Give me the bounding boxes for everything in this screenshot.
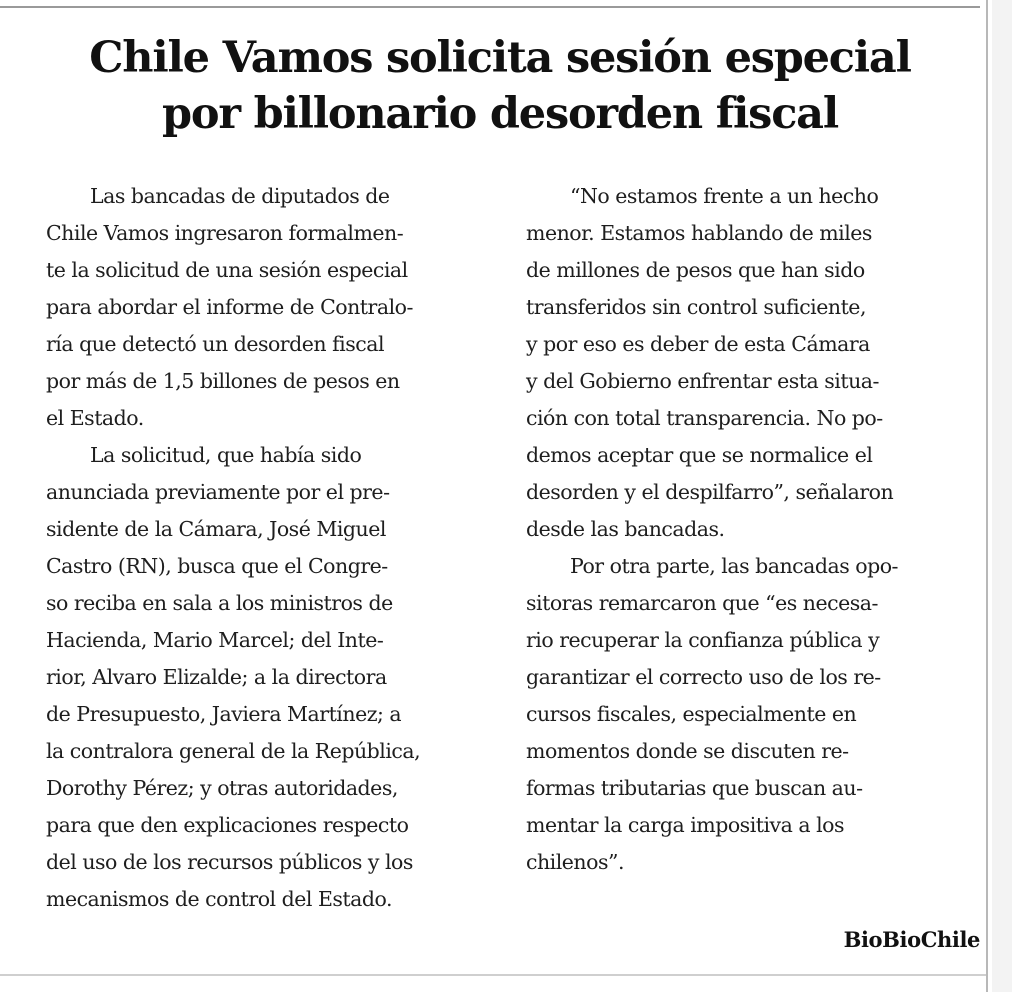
paragraph-line: te la solicitud de una sesión especial: [46, 258, 408, 282]
paragraph-line: de millones de pesos que han sido: [526, 258, 865, 282]
headline: [30, 30, 970, 142]
paragraph-line: Dorothy Pérez; y otras autoridades,: [46, 776, 398, 800]
paragraph-line: sidente de la Cámara, José Miguel: [46, 517, 386, 541]
paragraph-line: Las bancadas de diputados de: [90, 184, 390, 208]
paragraph-line: Hacienda, Mario Marcel; del Inte-: [46, 628, 384, 652]
paragraph-line: sitoras remarcaron que “es necesa-: [526, 591, 878, 615]
paragraph-line: anunciada previamente por el pre-: [46, 480, 390, 504]
paragraph-line: La solicitud, que había sido: [90, 443, 362, 467]
paragraph-line: Chile Vamos ingresaron formalmen-: [46, 221, 404, 245]
headline-line: Chile Vamos solicita sesión especial: [89, 33, 911, 83]
paragraph-line: rior, Alvaro Elizalde; a la directora: [46, 665, 387, 689]
paragraph-line: y por eso es deber de esta Cámara: [526, 332, 870, 356]
paragraph-line: ría que detectó un desorden fiscal: [46, 332, 385, 356]
paragraph-line: so reciba en sala a los ministros de: [46, 591, 393, 615]
paragraph-line: Castro (RN), busca que el Congre-: [46, 554, 388, 578]
paragraph-line: desde las bancadas.: [526, 517, 725, 541]
body-column-right: [526, 178, 984, 881]
paragraph-line: momentos donde se discuten re-: [526, 739, 849, 763]
paragraph-line: rio recuperar la confianza pública y: [526, 628, 880, 652]
paragraph-line: cursos fiscales, especialmente en: [526, 702, 857, 726]
paragraph-line: formas tributarias que buscan au-: [526, 776, 863, 800]
paragraph-line: mentar la carga impositiva a los: [526, 813, 845, 837]
paragraph-line: el Estado.: [46, 406, 144, 430]
paragraph-line: demos aceptar que se normalice el: [526, 443, 873, 467]
paragraph-line: transferidos sin control suficiente,: [526, 295, 866, 319]
paragraph-line: desorden y el despilfarro”, señalaron: [526, 480, 894, 504]
bottom-divider: [0, 974, 986, 976]
paragraph-line: para que den explicaciones respecto: [46, 813, 409, 837]
paragraph-line: y del Gobierno enfrentar esta situa-: [526, 369, 879, 393]
top-divider: [0, 6, 980, 8]
paragraph-line: garantizar el correcto uso de los re-: [526, 665, 881, 689]
paragraph-line: por más de 1,5 billones de pesos en: [46, 369, 400, 393]
paragraph-line: “No estamos frente a un hecho: [570, 184, 879, 208]
source-credit: BioBioChile: [843, 927, 980, 952]
body-column-left: [46, 178, 496, 918]
paragraph-line: chilenos”.: [526, 850, 624, 874]
paragraph-line: menor. Estamos hablando de miles: [526, 221, 872, 245]
paragraph-line: la contralora general de la República,: [46, 739, 421, 763]
headline-line: por billonario desorden fiscal: [162, 89, 838, 139]
paragraph-line: Por otra parte, las bancadas opo-: [570, 554, 898, 578]
right-divider: [986, 0, 988, 992]
paragraph-line: ción con total transparencia. No po-: [526, 406, 883, 430]
adjacent-page-edge: [992, 0, 1012, 992]
paragraph-line: del uso de los recursos públicos y los: [46, 850, 413, 874]
paragraph-line: mecanismos de control del Estado.: [46, 887, 393, 911]
paragraph-line: para abordar el informe de Contralo-: [46, 295, 413, 319]
paragraph-line: de Presupuesto, Javiera Martínez; a: [46, 702, 402, 726]
